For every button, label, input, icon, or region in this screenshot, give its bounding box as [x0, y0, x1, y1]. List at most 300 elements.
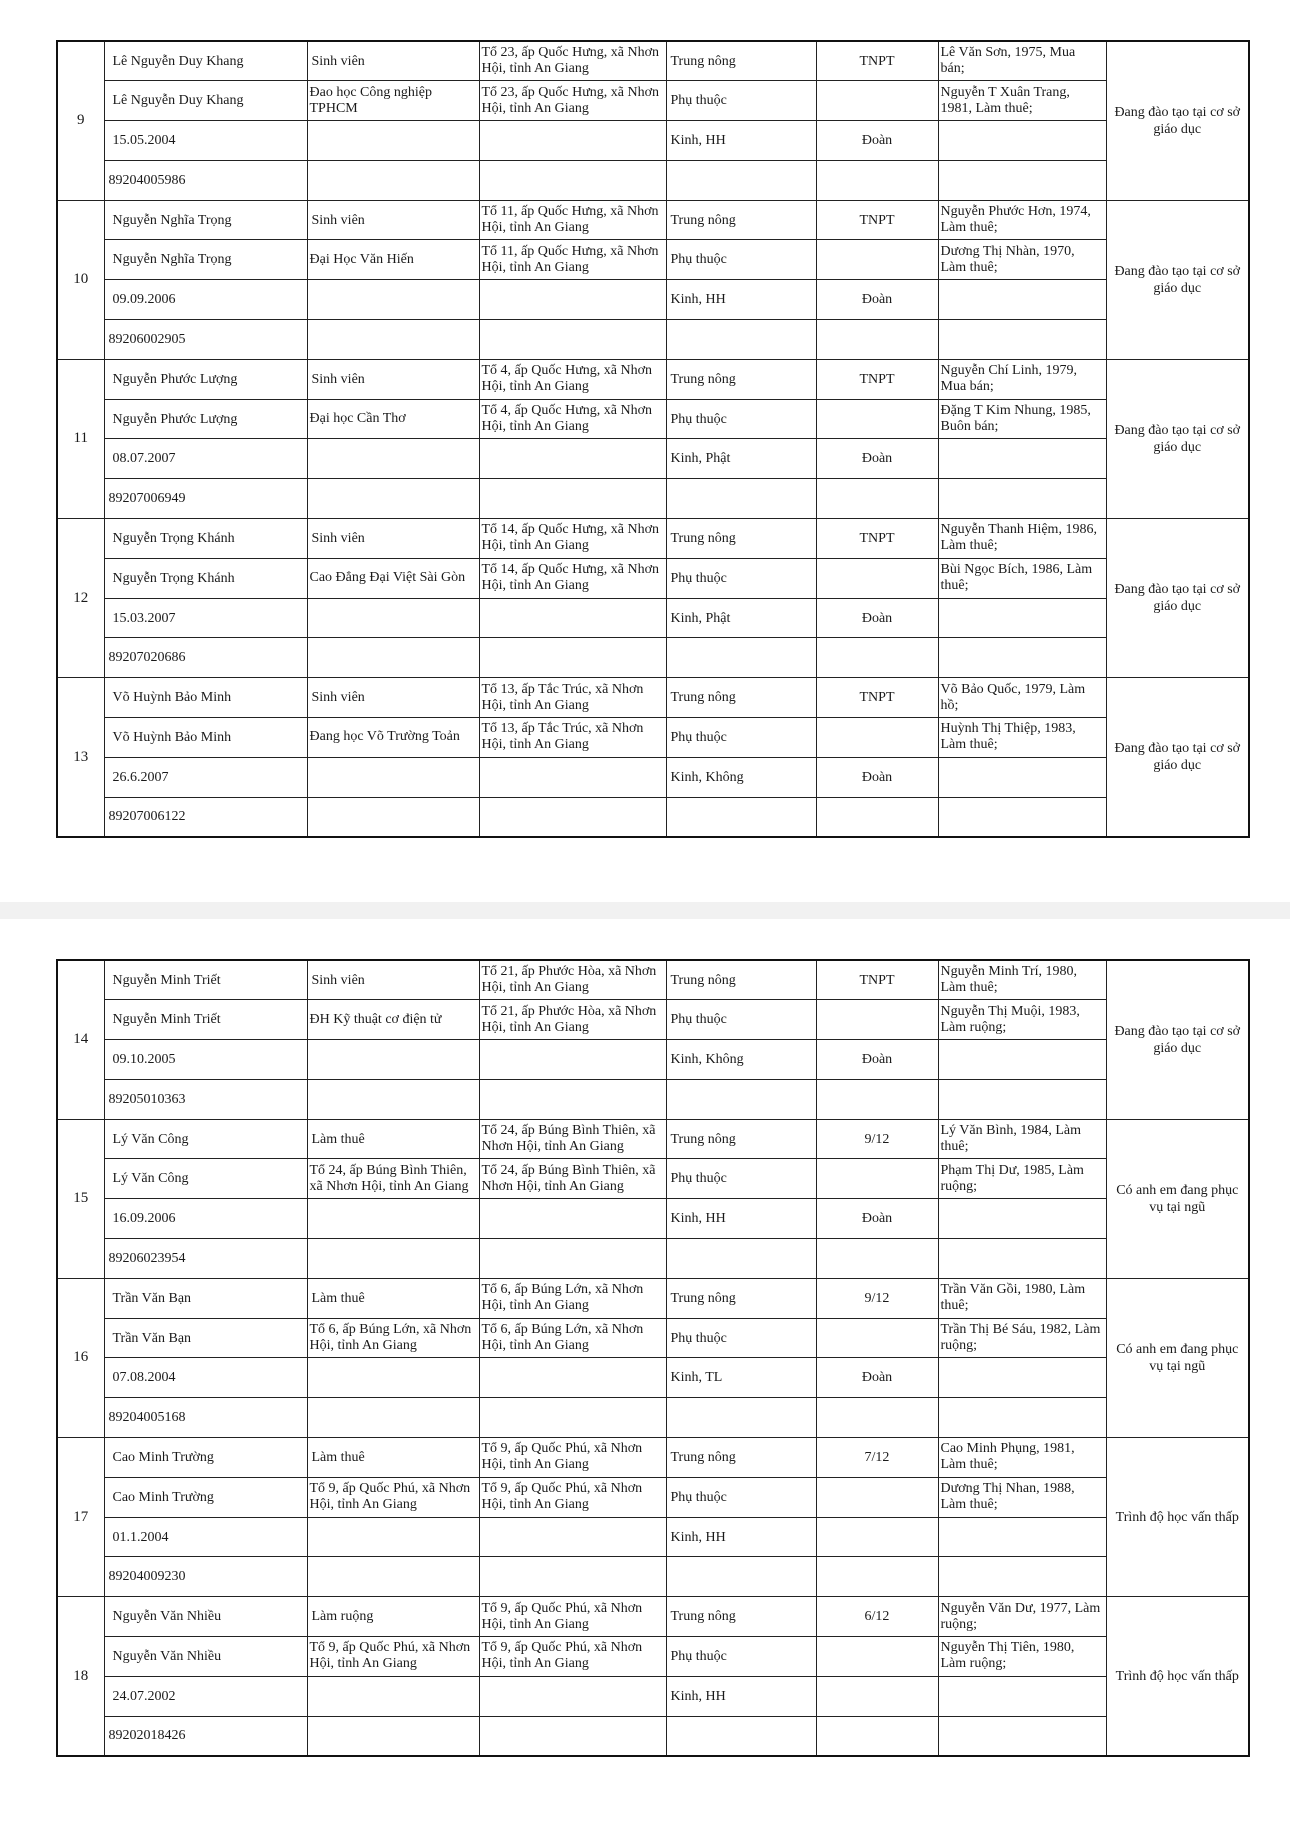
occupation: Sinh viên: [307, 41, 479, 81]
ethnicity-religion: Kinh, HH: [666, 1199, 816, 1239]
record-row-school: [57, 1318, 1249, 1358]
full-name-repeat: Lý Văn Công: [104, 1159, 307, 1199]
personal-id-number: 89204009230: [104, 1557, 307, 1597]
remark: Đang đào tạo tại cơ sở giáo dục: [1106, 960, 1249, 1119]
empty-cell: [816, 1079, 938, 1119]
empty-cell: [307, 479, 479, 519]
empty-cell: [479, 1517, 666, 1557]
occupation: Sinh viên: [307, 678, 479, 718]
empty-cell: [307, 1557, 479, 1597]
empty-cell: [938, 1040, 1106, 1080]
full-name: Lý Văn Công: [104, 1119, 307, 1159]
record-row-school: [57, 81, 1249, 121]
current-address: Tổ 4, ấp Quốc Hưng, xã Nhơn Hội, tỉnh An Giang: [479, 399, 666, 439]
empty-cell: [666, 638, 816, 678]
full-name-repeat: Nguyễn Trọng Khánh: [104, 558, 307, 598]
empty-cell: [666, 479, 816, 519]
remark: Đang đào tạo tại cơ sở giáo dục: [1106, 519, 1249, 678]
empty-cell: [479, 121, 666, 161]
record-number: 16: [57, 1278, 104, 1437]
record-row-birth: [57, 1199, 1249, 1239]
empty-cell: [938, 1358, 1106, 1398]
father-info: Nguyễn Văn Dư, 1977, Làm ruộng;: [938, 1597, 1106, 1637]
empty-cell: [307, 1040, 479, 1080]
conscription-table-1: [56, 40, 1250, 838]
school-or-workplace: Tổ 9, ấp Quốc Phú, xã Nhơn Hội, tỉnh An Giang: [307, 1477, 479, 1517]
current-address: Tổ 14, ấp Quốc Hưng, xã Nhơn Hội, tỉnh An Giang: [479, 558, 666, 598]
permanent-address: Tổ 4, ấp Quốc Hưng, xã Nhơn Hội, tỉnh An Giang: [479, 359, 666, 399]
household-relation: Phụ thuộc: [666, 718, 816, 758]
empty-cell: [938, 439, 1106, 479]
full-name: Cao Minh Trường: [104, 1438, 307, 1478]
mother-info: Dương Thị Nhan, 1988, Làm thuê;: [938, 1477, 1106, 1517]
empty-cell: [479, 1239, 666, 1279]
empty-cell: [816, 1398, 938, 1438]
empty-cell: [479, 757, 666, 797]
school-or-workplace: Cao Đẳng Đại Việt Sài Gòn: [307, 558, 479, 598]
empty-cell: [816, 479, 938, 519]
empty-cell: [307, 439, 479, 479]
mother-info: Nguyễn Thị Muội, 1983, Làm ruộng;: [938, 1000, 1106, 1040]
record-row-birth: [57, 757, 1249, 797]
empty-cell: [816, 1239, 938, 1279]
household-relation: Phụ thuộc: [666, 399, 816, 439]
birth-date: 24.07.2002: [104, 1676, 307, 1716]
record-row-school: [57, 1159, 1249, 1199]
record-row-id: [57, 1398, 1249, 1438]
ethnicity-religion: Kinh, Phật: [666, 598, 816, 638]
occupation: Sinh viên: [307, 200, 479, 240]
household-relation: Phụ thuộc: [666, 1159, 816, 1199]
record-row-birth: [57, 1040, 1249, 1080]
union-membership: Đoàn: [816, 280, 938, 320]
empty-cell: [666, 160, 816, 200]
full-name-repeat: Trần Văn Bạn: [104, 1318, 307, 1358]
empty-cell: [938, 1716, 1106, 1756]
permanent-address: Tổ 9, ấp Quốc Phú, xã Nhơn Hội, tỉnh An Giang: [479, 1597, 666, 1637]
remark: Trình độ học vấn thấp: [1106, 1438, 1249, 1597]
education-level: TNPT: [816, 200, 938, 240]
union-membership: [816, 1676, 938, 1716]
empty-cell: [307, 1358, 479, 1398]
personal-id-number: 89206002905: [104, 320, 307, 360]
empty-cell: [307, 280, 479, 320]
school-or-workplace: Đao học Công nghiệp TPHCM: [307, 81, 479, 121]
record-row-main: [57, 1438, 1249, 1478]
ethnicity-religion: Kinh, HH: [666, 1676, 816, 1716]
full-name: Nguyễn Trọng Khánh: [104, 519, 307, 559]
record-row-main: [57, 200, 1249, 240]
record-row-school: [57, 1637, 1249, 1677]
school-or-workplace: Tổ 24, ấp Búng Bình Thiên, xã Nhơn Hội, tỉnh An Giang: [307, 1159, 479, 1199]
family-class: Trung nông: [666, 678, 816, 718]
record-row-school: [57, 399, 1249, 439]
school-or-workplace: Đại Học Văn Hiến: [307, 240, 479, 280]
record-number: 15: [57, 1119, 104, 1278]
personal-id-number: 89205010363: [104, 1079, 307, 1119]
record-row-id: [57, 1079, 1249, 1119]
school-or-workplace: Đang học Võ Trường Toản: [307, 718, 479, 758]
education-level: TNPT: [816, 41, 938, 81]
record-row-school: [57, 1000, 1249, 1040]
current-address: Tổ 9, ấp Quốc Phú, xã Nhơn Hội, tỉnh An Giang: [479, 1637, 666, 1677]
father-info: Cao Minh Phụng, 1981, Làm thuê;: [938, 1438, 1106, 1478]
empty-cell: [816, 797, 938, 837]
family-class: Trung nông: [666, 41, 816, 81]
empty-cell: [938, 797, 1106, 837]
record-row-main: [57, 359, 1249, 399]
remark: Có anh em đang phục vụ tại ngũ: [1106, 1278, 1249, 1437]
personal-id-number: 89207020686: [104, 638, 307, 678]
father-info: Nguyễn Minh Trí, 1980, Làm thuê;: [938, 960, 1106, 1000]
record-row-birth: [57, 598, 1249, 638]
empty-cell: [938, 638, 1106, 678]
empty-cell: [938, 1398, 1106, 1438]
record-row-id: [57, 1716, 1249, 1756]
family-class: Trung nông: [666, 960, 816, 1000]
occupation: Sinh viên: [307, 960, 479, 1000]
education-level: TNPT: [816, 519, 938, 559]
record-row-main: [57, 960, 1249, 1000]
empty-cell: [479, 1676, 666, 1716]
record-number: 18: [57, 1597, 104, 1756]
empty-cell: [307, 598, 479, 638]
mother-info: Dương Thị Nhàn, 1970, Làm thuê;: [938, 240, 1106, 280]
education-level: TNPT: [816, 678, 938, 718]
father-info: Nguyễn Thanh Hiệm, 1986, Làm thuê;: [938, 519, 1106, 559]
ethnicity-religion: Kinh, HH: [666, 280, 816, 320]
father-info: Lý Văn Bình, 1984, Làm thuê;: [938, 1119, 1106, 1159]
mother-info: Trần Thị Bé Sáu, 1982, Làm ruộng;: [938, 1318, 1106, 1358]
record-row-id: [57, 479, 1249, 519]
record-row-school: [57, 240, 1249, 280]
empty-cell: [816, 718, 938, 758]
remark: Đang đào tạo tại cơ sở giáo dục: [1106, 359, 1249, 518]
empty-cell: [816, 240, 938, 280]
occupation: Làm thuê: [307, 1119, 479, 1159]
empty-cell: [479, 160, 666, 200]
empty-cell: [479, 1716, 666, 1756]
ethnicity-religion: Kinh, Không: [666, 1040, 816, 1080]
empty-cell: [666, 797, 816, 837]
personal-id-number: 89206023954: [104, 1239, 307, 1279]
conscription-table-2: [56, 959, 1250, 1757]
current-address: Tổ 9, ấp Quốc Phú, xã Nhơn Hội, tỉnh An Giang: [479, 1477, 666, 1517]
remark: Đang đào tạo tại cơ sở giáo dục: [1106, 678, 1249, 837]
empty-cell: [938, 1557, 1106, 1597]
empty-cell: [307, 121, 479, 161]
empty-cell: [938, 1239, 1106, 1279]
family-class: Trung nông: [666, 200, 816, 240]
empty-cell: [307, 1239, 479, 1279]
father-info: Nguyễn Phước Hơn, 1974, Làm thuê;: [938, 200, 1106, 240]
father-info: Võ Bảo Quốc, 1979, Làm hồ;: [938, 678, 1106, 718]
full-name-repeat: Nguyễn Nghĩa Trọng: [104, 240, 307, 280]
father-info: Lê Văn Sơn, 1975, Mua bán;: [938, 41, 1106, 81]
current-address: Tổ 24, ấp Búng Bình Thiên, xã Nhơn Hội, tỉnh An Giang: [479, 1159, 666, 1199]
record-row-id: [57, 160, 1249, 200]
union-membership: Đoàn: [816, 1358, 938, 1398]
mother-info: Nguyễn T Xuân Trang, 1981, Làm thuê;: [938, 81, 1106, 121]
family-class: Trung nông: [666, 1597, 816, 1637]
record-number: 11: [57, 359, 104, 518]
full-name: Lê Nguyễn Duy Khang: [104, 41, 307, 81]
empty-cell: [479, 598, 666, 638]
record-number: 12: [57, 519, 104, 678]
school-or-workplace: Tổ 9, ấp Quốc Phú, xã Nhơn Hội, tỉnh An Giang: [307, 1637, 479, 1677]
record-row-birth: [57, 1676, 1249, 1716]
empty-cell: [479, 1040, 666, 1080]
occupation: Làm thuê: [307, 1278, 479, 1318]
record-row-school: [57, 558, 1249, 598]
record-row-id: [57, 797, 1249, 837]
education-level: 7/12: [816, 1438, 938, 1478]
empty-cell: [307, 1398, 479, 1438]
remark: Đang đào tạo tại cơ sở giáo dục: [1106, 41, 1249, 200]
empty-cell: [307, 1517, 479, 1557]
remark: Có anh em đang phục vụ tại ngũ: [1106, 1119, 1249, 1278]
full-name-repeat: Nguyễn Văn Nhiều: [104, 1637, 307, 1677]
birth-date: 15.03.2007: [104, 598, 307, 638]
empty-cell: [479, 1199, 666, 1239]
household-relation: Phụ thuộc: [666, 1477, 816, 1517]
empty-cell: [816, 81, 938, 121]
family-class: Trung nông: [666, 359, 816, 399]
empty-cell: [938, 1676, 1106, 1716]
empty-cell: [307, 1676, 479, 1716]
current-address: Tổ 11, ấp Quốc Hưng, xã Nhơn Hội, tỉnh An Giang: [479, 240, 666, 280]
household-relation: Phụ thuộc: [666, 1000, 816, 1040]
empty-cell: [307, 320, 479, 360]
record-row-school: [57, 718, 1249, 758]
record-row-main: [57, 41, 1249, 81]
empty-cell: [479, 1079, 666, 1119]
record-row-birth: [57, 439, 1249, 479]
record-row-main: [57, 678, 1249, 718]
empty-cell: [938, 160, 1106, 200]
family-class: Trung nông: [666, 519, 816, 559]
empty-cell: [307, 797, 479, 837]
union-membership: Đoàn: [816, 757, 938, 797]
empty-cell: [666, 1398, 816, 1438]
permanent-address: Tổ 23, ấp Quốc Hưng, xã Nhơn Hội, tỉnh An Giang: [479, 41, 666, 81]
record-row-school: [57, 1477, 1249, 1517]
ethnicity-religion: Kinh, TL: [666, 1358, 816, 1398]
education-level: 6/12: [816, 1597, 938, 1637]
empty-cell: [666, 1079, 816, 1119]
full-name: Nguyễn Phước Lượng: [104, 359, 307, 399]
empty-cell: [307, 160, 479, 200]
empty-cell: [938, 598, 1106, 638]
permanent-address: Tổ 6, ấp Búng Lớn, xã Nhơn Hội, tỉnh An Giang: [479, 1278, 666, 1318]
record-number: 10: [57, 200, 104, 359]
record-number: 9: [57, 41, 104, 200]
birth-date: 09.10.2005: [104, 1040, 307, 1080]
empty-cell: [816, 320, 938, 360]
union-membership: Đoàn: [816, 121, 938, 161]
full-name-repeat: Cao Minh Trường: [104, 1477, 307, 1517]
empty-cell: [666, 320, 816, 360]
remark: Trình độ học vấn thấp: [1106, 1597, 1249, 1756]
empty-cell: [816, 1318, 938, 1358]
empty-cell: [307, 1079, 479, 1119]
occupation: Làm thuê: [307, 1438, 479, 1478]
record-row-birth: [57, 280, 1249, 320]
empty-cell: [938, 1199, 1106, 1239]
ethnicity-religion: Kinh, Không: [666, 757, 816, 797]
empty-cell: [479, 638, 666, 678]
empty-cell: [307, 757, 479, 797]
empty-cell: [938, 280, 1106, 320]
full-name-repeat: Võ Huỳnh Bảo Minh: [104, 718, 307, 758]
father-info: Nguyễn Chí Linh, 1979, Mua bán;: [938, 359, 1106, 399]
birth-date: 15.05.2004: [104, 121, 307, 161]
father-info: Trần Văn Gồi, 1980, Làm thuê;: [938, 1278, 1106, 1318]
record-row-main: [57, 519, 1249, 559]
empty-cell: [479, 797, 666, 837]
empty-cell: [938, 320, 1106, 360]
ethnicity-religion: Kinh, HH: [666, 1517, 816, 1557]
empty-cell: [479, 320, 666, 360]
record-row-birth: [57, 121, 1249, 161]
household-relation: Phụ thuộc: [666, 1318, 816, 1358]
current-address: Tổ 13, ấp Tắc Trúc, xã Nhơn Hội, tỉnh An Giang: [479, 718, 666, 758]
mother-info: Phạm Thị Dư, 1985, Làm ruộng;: [938, 1159, 1106, 1199]
record-row-id: [57, 320, 1249, 360]
household-relation: Phụ thuộc: [666, 558, 816, 598]
empty-cell: [479, 1358, 666, 1398]
record-row-birth: [57, 1517, 1249, 1557]
record-number: 13: [57, 678, 104, 837]
birth-date: 09.09.2006: [104, 280, 307, 320]
household-relation: Phụ thuộc: [666, 240, 816, 280]
school-or-workplace: Đại học Cần Thơ: [307, 399, 479, 439]
full-name: Nguyễn Minh Triết: [104, 960, 307, 1000]
union-membership: Đoàn: [816, 1040, 938, 1080]
personal-id-number: 89207006122: [104, 797, 307, 837]
record-row-id: [57, 638, 1249, 678]
personal-id-number: 89204005168: [104, 1398, 307, 1438]
document-page-1: [0, 0, 1290, 902]
full-name: Trần Văn Bạn: [104, 1278, 307, 1318]
family-class: Trung nông: [666, 1119, 816, 1159]
remark: Đang đào tạo tại cơ sở giáo dục: [1106, 200, 1249, 359]
union-membership: Đoàn: [816, 598, 938, 638]
document-page-2: [0, 919, 1290, 1822]
personal-id-number: 89207006949: [104, 479, 307, 519]
empty-cell: [816, 1637, 938, 1677]
ethnicity-religion: Kinh, HH: [666, 121, 816, 161]
empty-cell: [666, 1239, 816, 1279]
education-level: TNPT: [816, 359, 938, 399]
full-name-repeat: Nguyễn Minh Triết: [104, 1000, 307, 1040]
education-level: 9/12: [816, 1119, 938, 1159]
personal-id-number: 89202018426: [104, 1716, 307, 1756]
occupation: Sinh viên: [307, 519, 479, 559]
school-or-workplace: ĐH Kỹ thuật cơ điện tử: [307, 1000, 479, 1040]
record-row-id: [57, 1239, 1249, 1279]
full-name: Nguyễn Nghĩa Trọng: [104, 200, 307, 240]
birth-date: 07.08.2004: [104, 1358, 307, 1398]
empty-cell: [479, 479, 666, 519]
empty-cell: [307, 1199, 479, 1239]
current-address: Tổ 6, ấp Búng Lớn, xã Nhơn Hội, tỉnh An Giang: [479, 1318, 666, 1358]
household-relation: Phụ thuộc: [666, 1637, 816, 1677]
permanent-address: Tổ 21, ấp Phước Hòa, xã Nhơn Hội, tỉnh An Giang: [479, 960, 666, 1000]
empty-cell: [816, 160, 938, 200]
permanent-address: Tổ 11, ấp Quốc Hưng, xã Nhơn Hội, tỉnh An Giang: [479, 200, 666, 240]
family-class: Trung nông: [666, 1438, 816, 1478]
occupation: Sinh viên: [307, 359, 479, 399]
empty-cell: [479, 1398, 666, 1438]
empty-cell: [816, 1716, 938, 1756]
birth-date: 16.09.2006: [104, 1199, 307, 1239]
record-number: 14: [57, 960, 104, 1119]
current-address: Tổ 23, ấp Quốc Hưng, xã Nhơn Hội, tỉnh An Giang: [479, 81, 666, 121]
personal-id-number: 89204005986: [104, 160, 307, 200]
empty-cell: [938, 1517, 1106, 1557]
mother-info: Huỳnh Thị Thiệp, 1983, Làm thuê;: [938, 718, 1106, 758]
empty-cell: [816, 399, 938, 439]
record-row-birth: [57, 1358, 1249, 1398]
permanent-address: Tổ 13, ấp Tắc Trúc, xã Nhơn Hội, tỉnh An Giang: [479, 678, 666, 718]
empty-cell: [938, 479, 1106, 519]
empty-cell: [938, 1079, 1106, 1119]
empty-cell: [479, 280, 666, 320]
birth-date: 01.1.2004: [104, 1517, 307, 1557]
full-name-repeat: Lê Nguyễn Duy Khang: [104, 81, 307, 121]
record-number: 17: [57, 1438, 104, 1597]
empty-cell: [816, 1159, 938, 1199]
empty-cell: [816, 638, 938, 678]
full-name: Võ Huỳnh Bảo Minh: [104, 678, 307, 718]
permanent-address: Tổ 24, ấp Búng Bình Thiên, xã Nhơn Hội, tỉnh An Giang: [479, 1119, 666, 1159]
union-membership: [816, 1517, 938, 1557]
union-membership: Đoàn: [816, 439, 938, 479]
empty-cell: [816, 558, 938, 598]
empty-cell: [666, 1557, 816, 1597]
mother-info: Đặng T Kim Nhung, 1985, Buôn bán;: [938, 399, 1106, 439]
occupation: Làm ruộng: [307, 1597, 479, 1637]
empty-cell: [307, 1716, 479, 1756]
mother-info: Bùi Ngọc Bích, 1986, Làm thuê;: [938, 558, 1106, 598]
birth-date: 26.6.2007: [104, 757, 307, 797]
empty-cell: [816, 1557, 938, 1597]
record-row-id: [57, 1557, 1249, 1597]
record-row-main: [57, 1278, 1249, 1318]
birth-date: 08.07.2007: [104, 439, 307, 479]
school-or-workplace: Tổ 6, ấp Búng Lớn, xã Nhơn Hội, tỉnh An Giang: [307, 1318, 479, 1358]
permanent-address: Tổ 14, ấp Quốc Hưng, xã Nhơn Hội, tỉnh An Giang: [479, 519, 666, 559]
current-address: Tổ 21, ấp Phước Hòa, xã Nhơn Hội, tỉnh An Giang: [479, 1000, 666, 1040]
empty-cell: [307, 638, 479, 678]
household-relation: Phụ thuộc: [666, 81, 816, 121]
empty-cell: [479, 1557, 666, 1597]
full-name-repeat: Nguyễn Phước Lượng: [104, 399, 307, 439]
empty-cell: [938, 757, 1106, 797]
permanent-address: Tổ 9, ấp Quốc Phú, xã Nhơn Hội, tỉnh An Giang: [479, 1438, 666, 1478]
mother-info: Nguyễn Thị Tiên, 1980, Làm ruộng;: [938, 1637, 1106, 1677]
empty-cell: [938, 121, 1106, 161]
empty-cell: [816, 1000, 938, 1040]
ethnicity-religion: Kinh, Phật: [666, 439, 816, 479]
full-name: Nguyễn Văn Nhiều: [104, 1597, 307, 1637]
education-level: TNPT: [816, 960, 938, 1000]
record-row-main: [57, 1597, 1249, 1637]
empty-cell: [816, 1477, 938, 1517]
empty-cell: [666, 1716, 816, 1756]
empty-cell: [479, 439, 666, 479]
